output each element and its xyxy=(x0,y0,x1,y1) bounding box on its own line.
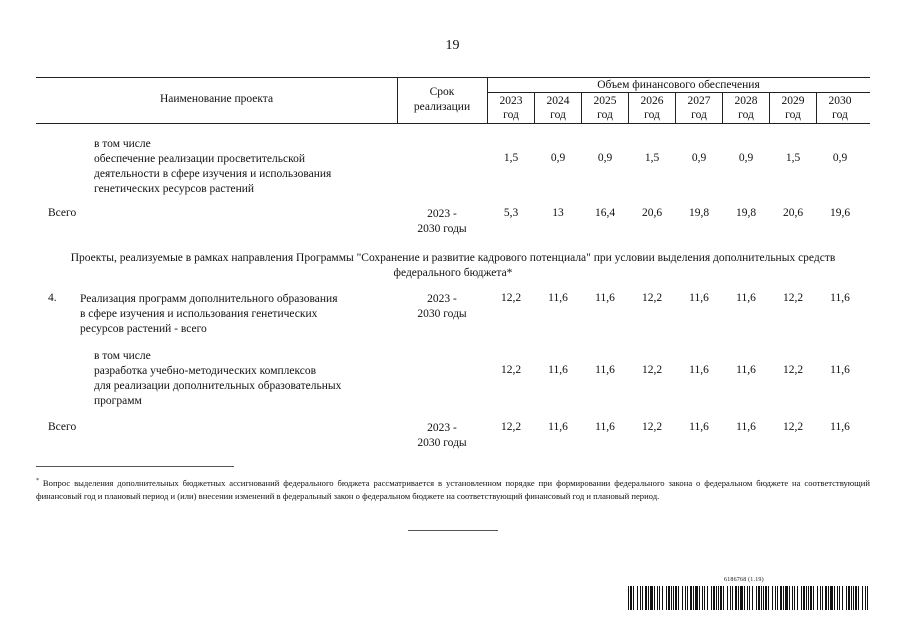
row-name: Реализация программ дополнительного образования в сфере изучения и использования генетических ресурсов растений - всего xyxy=(80,293,338,335)
row-value: 0,9 xyxy=(832,152,848,164)
row-value: 19,6 xyxy=(829,207,851,219)
row-value: 0,9 xyxy=(597,152,613,164)
row-value: 1,5 xyxy=(785,152,801,164)
header-year: 2029 год xyxy=(781,95,805,121)
row-value: 11,6 xyxy=(689,292,709,304)
row-name: Всего xyxy=(48,421,77,433)
row-value: 12,2 xyxy=(782,421,804,433)
barcode xyxy=(628,586,870,610)
header-year: 2024 год xyxy=(546,95,570,121)
footnote-separator xyxy=(36,466,234,467)
row-value: 12,2 xyxy=(500,292,522,304)
page-number: 19 xyxy=(445,38,460,53)
row-value: 16,4 xyxy=(594,207,616,219)
header-name-col: Наименование проекта xyxy=(159,93,274,105)
row-value: 11,6 xyxy=(736,292,756,304)
row-value: 11,6 xyxy=(595,364,615,376)
header-year: 2028 год xyxy=(734,95,758,121)
header-term-col xyxy=(397,85,487,115)
header-bottom-rule xyxy=(36,123,870,124)
row-value: 11,6 xyxy=(830,292,850,304)
row-value: 12,2 xyxy=(641,292,663,304)
row-value: 12,2 xyxy=(782,292,804,304)
row-value: 11,6 xyxy=(548,292,568,304)
header-year: 2025 год xyxy=(593,95,617,121)
barcode-number: 6186768 (1.19) xyxy=(724,577,764,583)
row-number: 4. xyxy=(48,292,57,304)
section-heading: Проекты, реализуемые в рамках направления Программы "Сохранение и развитие кадрового потенциала" при условии выделения дополнительных средств федерального бюджета* xyxy=(70,252,836,279)
row-value: 11,6 xyxy=(595,421,615,433)
header-year: 2027 год xyxy=(687,95,711,121)
row-value: 12,2 xyxy=(500,421,522,433)
row-value: 20,6 xyxy=(782,207,804,219)
row-term: 2023 - 2030 годы xyxy=(417,293,467,320)
row-value: 19,8 xyxy=(688,207,710,219)
row-value: 11,6 xyxy=(830,421,850,433)
header-term-line1: Срок xyxy=(429,86,455,98)
row-term: 2023 - 2030 годы xyxy=(417,208,467,235)
row-value: 19,8 xyxy=(735,207,757,219)
row-value: 20,6 xyxy=(641,207,663,219)
row-value: 13 xyxy=(552,207,564,219)
header-year: 2026 год xyxy=(640,95,664,121)
row-name: Всего xyxy=(48,207,77,219)
row-value: 1,5 xyxy=(503,152,519,164)
row-value: 0,9 xyxy=(691,152,707,164)
row-value: 11,6 xyxy=(689,364,709,376)
row-value: 0,9 xyxy=(550,152,566,164)
barcode-image xyxy=(628,586,870,610)
header-funding-rule xyxy=(487,92,870,93)
header-year: 2030 год xyxy=(828,95,852,121)
row-value: 12,2 xyxy=(641,364,663,376)
row-value: 0,9 xyxy=(738,152,754,164)
row-value: 1,5 xyxy=(644,152,660,164)
row-name: в том числе разработка учебно-методических комплексов для реализации дополнительных образовательных программ xyxy=(94,350,342,407)
row-value: 11,6 xyxy=(548,421,568,433)
end-rule xyxy=(408,530,498,531)
row-term: 2023 - 2030 годы xyxy=(417,422,467,449)
footnote-text: Вопрос выделения дополнительных бюджетных ассигнований федерального бюджета рассматривается в установленном порядке при формировании федерального закона о федеральном бюджете на соответствующий финансовый год и плановый период и (или) внесении изменений в федеральный закон о федеральном бюджете на соответствующий финансовый год и плановый период. xyxy=(36,477,870,502)
row-value: 5,3 xyxy=(503,207,519,219)
row-value: 12,2 xyxy=(641,421,663,433)
header-top-rule xyxy=(36,77,870,78)
header-term-line2: реализации xyxy=(413,101,471,113)
row-value: 11,6 xyxy=(595,292,615,304)
row-value: 11,6 xyxy=(736,421,756,433)
header-funding-col: Объем финансового обеспечения xyxy=(597,79,760,91)
row-value: 11,6 xyxy=(736,364,756,376)
header-year: 2023 год xyxy=(499,95,523,121)
footnote xyxy=(36,475,870,504)
row-name: в том числе обеспечение реализации просветительской деятельности в сфере изучения и использования генетических ресурсов растений xyxy=(94,138,332,195)
row-value: 11,6 xyxy=(689,421,709,433)
row-value: 12,2 xyxy=(782,364,804,376)
footnote-marker: * xyxy=(36,478,39,484)
row-value: 11,6 xyxy=(548,364,568,376)
row-value: 12,2 xyxy=(500,364,522,376)
row-value: 11,6 xyxy=(830,364,850,376)
